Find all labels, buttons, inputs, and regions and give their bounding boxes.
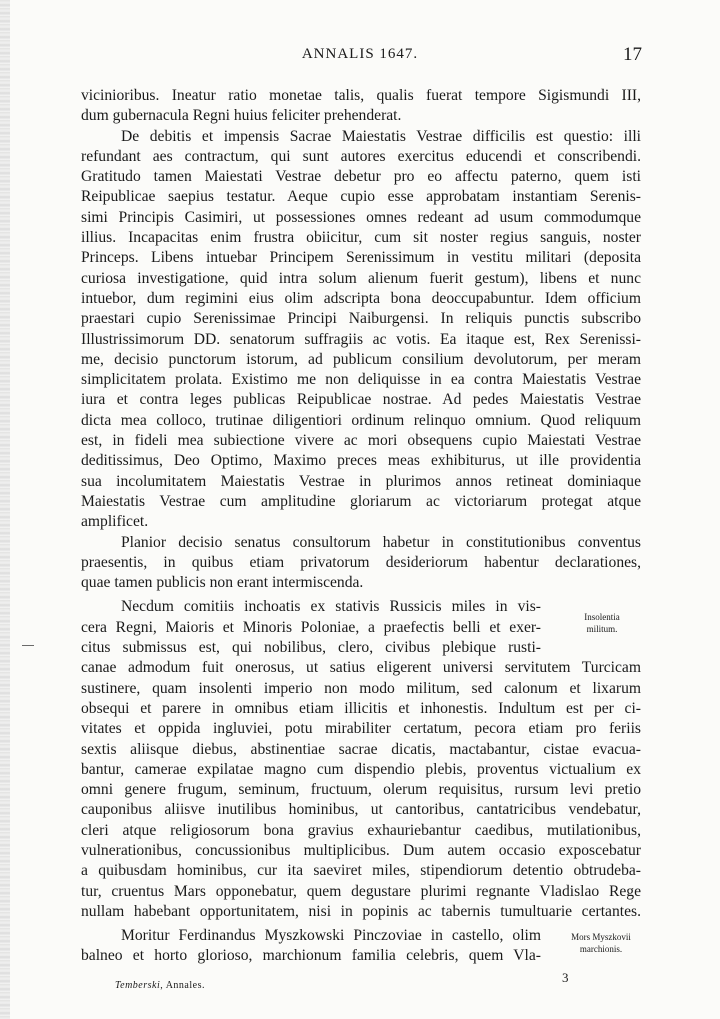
text-line: Reipublicae saepius testatur. Aeque cupio esse approbatam instantiam Serenis-	[81, 188, 641, 206]
footer-work-title: , Annales.	[160, 980, 205, 991]
footer-author-name: Temberski	[115, 980, 161, 991]
margin-mark	[22, 645, 34, 646]
running-header: ANNALIS 1647.	[301, 46, 419, 62]
margin-note-line: militum.	[586, 624, 618, 634]
text-line: Illustrissimorum DD. senatorum suffragiis ac votis. Ea itaque est, Rex Serenissi-	[81, 330, 641, 348]
margin-note-mors	[561, 931, 641, 955]
text-line: sustinere, quam insolenti imperio non modo militum, sed calonum et lixarum	[81, 679, 641, 697]
text-line: simplicitatem prolata. Existimo me non deliquisse in ea contra Maiestatis Vestrae	[81, 371, 641, 389]
text-line: balneo et horto glorioso, marchionum familia celebris, quem Vla-	[81, 947, 541, 965]
paragraph-3	[81, 533, 641, 594]
text-line: deditissimus, Deo Optimo, Maximo preces meas exhibiturus, ut ille providentia	[81, 452, 641, 470]
scan-edge	[0, 0, 10, 1019]
text-line: vulnerationibus, concussionibus multiplicibus. Dum autem occasio exposcebatur	[81, 841, 641, 859]
printer-signature-mark: 3	[562, 970, 569, 985]
text-line: cleri atque religiosorum bona gravius exhauriebantur caedibus, mutilationibus,	[81, 821, 641, 839]
text-line: praesentis, in quibus etiam privatorum desideriorum habentur declarationes,	[81, 553, 641, 571]
paragraph-1	[81, 86, 641, 127]
text-line: bantur, camerae expilatae magno cum dispendio plebis, proventus victualium ex	[81, 760, 641, 778]
text-line: vicinioribus. Ineatur ratio monetae talis, qualis fuerat tempore Sigismundi III,	[81, 87, 641, 104]
text-line: intuebor, dum regimini eius olim adscripta bona deoccupabuntur. Idem officium	[81, 289, 641, 307]
text-line: De debitis et impensis Sacrae Maiestatis Vestrae difficilis est questio: illi	[121, 127, 641, 145]
paragraph-2	[81, 127, 641, 533]
text-line: cauponibus aliisve inutilibus hominibus, ut cantoribus, cantatricibus vendebatur,	[81, 801, 641, 819]
text-line: vitates et oppida ingluviei, potu mirabiliter certatum, pecora etiam pro feriis	[81, 720, 641, 738]
text-line: nullam habebant opportunitatem, nisi in popinis ac tabernis tumultuarie certantes.	[81, 902, 641, 920]
text-line: Gratitudo tamen Maiestati Vestrae debetur pro eo affectu paterno, quem isti	[81, 168, 641, 186]
text-line: simi Principis Casimiri, ut possessiones omnes redeant ad usum commodumque	[81, 208, 641, 226]
paragraph-5	[81, 926, 641, 967]
text-line: Necdum comitiis inchoatis ex stativis Russicis miles in vis-	[121, 598, 541, 616]
text-line: quae tamen publicis non erant intermiscenda.	[81, 574, 364, 592]
paragraph-4	[81, 597, 641, 922]
text-line: Moritur Ferdinandus Myszkowski Pinczoviae in castello, olim	[121, 927, 541, 945]
text-line: omni genere frugum, seminum, fructuum, olerum requisitus, rursum levi pretio	[81, 781, 641, 799]
text-line: citus submissus est, qui nobilibus, clero, civibus plebique rusti-	[81, 639, 541, 657]
margin-note-line: marchionis.	[579, 944, 623, 954]
text-line: sextis aliisque diebus, abstinentiae sacrae dicatis, mactabantur, cistae evacua-	[81, 740, 641, 758]
text-line: dicta mea colloco, trutinae diligentiori ordinum relinquo omnium. Quod reliquum	[81, 411, 641, 429]
body-text	[81, 86, 641, 967]
text-line: cera Regni, Maioris et Minoris Poloniae, a praefectis belli et exer-	[81, 618, 541, 636]
footer-citation	[115, 980, 205, 991]
text-line: illius. Incapacitas enim frustra obiicitur, cum sit noster regius sanguis, noster	[81, 229, 641, 247]
text-line: Maiestatis Vestrae cum amplitudine gloriarum ac victoriarum protegat atque	[81, 492, 641, 510]
text-line: amplificet.	[81, 513, 149, 531]
margin-note-line: Mors Myszkovii	[571, 932, 631, 942]
text-line: curiosa investigatione, quid intra solum alienum fuerit gestum), libens et nunc	[81, 269, 641, 287]
page-number: 17	[623, 44, 642, 65]
text-line: obsequi et parere in omnibus etiam illicitis et inhonestis. Indultum est per ci-	[81, 699, 641, 717]
text-line: Planior decisio senatus consultorum habetur in constitutionibus conventus	[121, 533, 641, 551]
text-line: praestari cupio Serenissimae Principi Naiburgensi. In reliquis punctis subscribo	[81, 310, 641, 328]
text-line: est, in fideli mea subiectione vivere ac mori obsequens cupio Maiestati Vestrae	[81, 432, 641, 450]
text-line: iura et contra leges publicas Reipublicae nostrae. Ad pedes Maiestatis Vestrae	[81, 391, 641, 409]
text-line: dum gubernacula Regni huius feliciter prehenderat.	[81, 107, 402, 125]
text-line: a quibusdam hominibus, cur ita saeviret miles, stipendiorum detentio obtrudeba-	[81, 862, 641, 880]
text-line: tur, cruentus Mars opponebatur, quem degustare plurimi regnante Vladislao Rege	[81, 882, 641, 900]
text-line: me, decisio punctorum istorum, ad publicum consilium devolutorum, per meram	[81, 350, 641, 368]
margin-note-line: Insolentia	[584, 612, 620, 622]
text-line: refundant aes contractum, qui sunt autores exercitus educendi et conscribendi.	[81, 147, 641, 165]
text-line: Princeps. Libens intuebar Principem Serenissimum in vestitu militari (deposita	[81, 249, 641, 267]
text-line: sua incolumitatem Maiestatis Vestrae in plurimos annos retineat dominiaque	[81, 472, 641, 490]
text-line: canae admodum fuit onerosus, ut satius eligerent universi servitutem Turcicam	[81, 659, 641, 677]
margin-note-insolentia	[572, 611, 632, 635]
